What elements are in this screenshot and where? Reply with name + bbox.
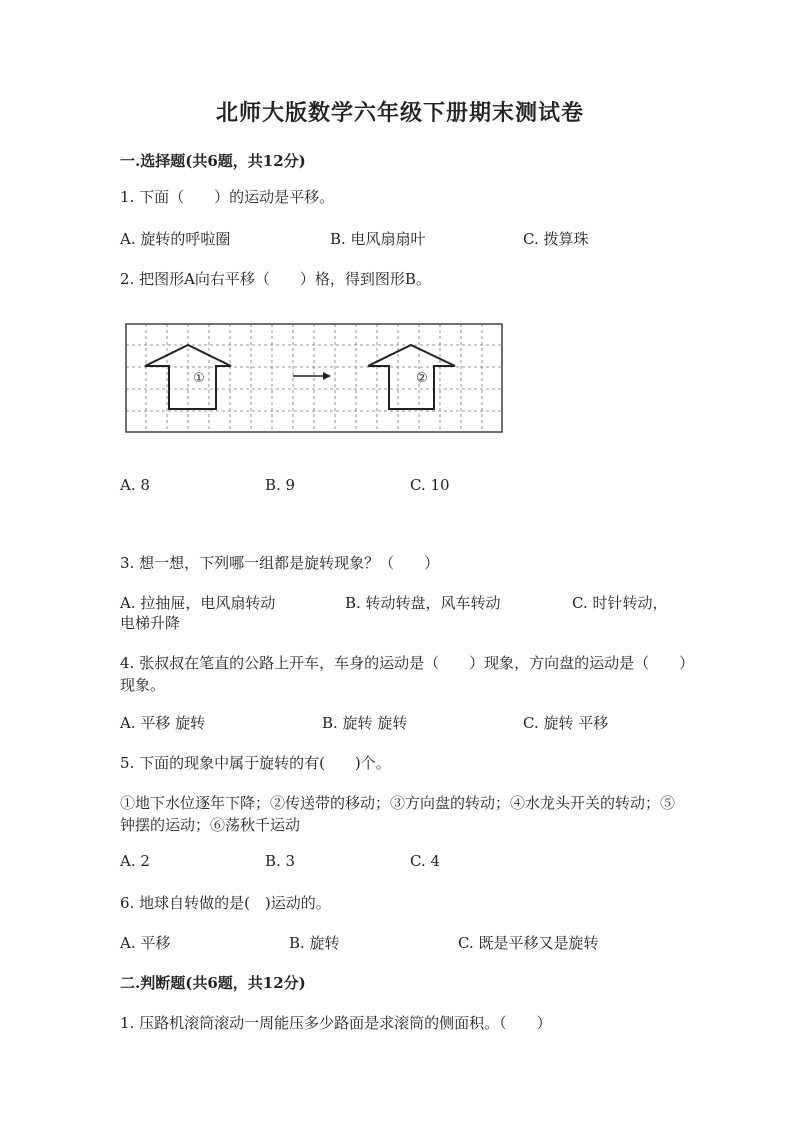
question-5-option-a: A. 2 [120,852,150,870]
grid-lines [126,324,502,432]
question-2-option-b: B. 9 [265,476,296,494]
judgement-question-1-stem: 1. 压路机滚筒滚动一周能压多少路面是求滚筒的侧面积。（ ） [120,1014,552,1032]
translation-grid-figure [125,323,503,433]
question-2-option-a: A. 8 [120,476,150,494]
shape-b-label: ② [416,371,428,386]
question-1-option-c: C. 拨算珠 [523,230,589,248]
question-6-option-a: A. 平移 [120,934,171,952]
question-1-option-b: B. 电风扇扇叶 [330,230,426,248]
page-title: 北师大版数学六年级下册期末测试卷 [215,100,584,126]
question-1-option-a: A. 旋转的呼啦圈 [120,230,231,248]
question-5-stem: 5. 下面的现象中属于旋转的有( )个。 [120,754,391,772]
question-5-option-c: C. 4 [410,852,441,870]
section-heading-choice: 一.选择题(共6题，共12分) [120,152,306,170]
question-4-option-a: A. 平移 旋转 [120,714,206,732]
section-heading-judgement: 二.判断题(共6题，共12分) [120,974,306,992]
question-6-option-c: C. 既是平移又是旋转 [458,934,599,952]
question-4-option-c: C. 旋转 平移 [523,714,609,732]
question-5-detail: ①地下水位逐年下降；②传送带的移动；③方向盘的转动；④水龙头开关的转动；⑤钟摆的运动；⑥荡秋千运动 [120,794,676,834]
question-4-option-b: B. 旋转 旋转 [322,714,408,732]
move-arrow-head [323,372,331,380]
question-6-stem: 6. 地球自转做的是( )运动的。 [120,894,331,912]
question-1-stem: 1. 下面（ ）的运动是平移。 [120,188,335,206]
question-3-option-b: B. 转动转盘，风车转动 [345,594,501,612]
shape-b-arrow [368,345,455,409]
question-3-option-a: A. 拉抽屉，电风扇转动 [120,594,276,612]
question-2-option-c: C. 10 [410,476,450,494]
question-3-option-c: C. 时针转动， [572,594,668,612]
question-5-option-b: B. 3 [265,852,296,870]
question-3-stem: 3. 想一想，下列哪一组都是旋转现象？（ ） [120,554,440,572]
shape-a-label: ① [193,371,205,386]
question-4-stem: 4. 张叔叔在笔直的公路上开车，车身的运动是（ ）现象，方向盘的运动是（ ）现象。 [120,654,687,694]
question-2-stem: 2. 把图形A向右平移（ ）格，得到图形B。 [120,270,431,288]
question-3-option-c-continued: 电梯升降 [120,614,181,632]
question-6-option-b: B. 旋转 [289,934,340,952]
